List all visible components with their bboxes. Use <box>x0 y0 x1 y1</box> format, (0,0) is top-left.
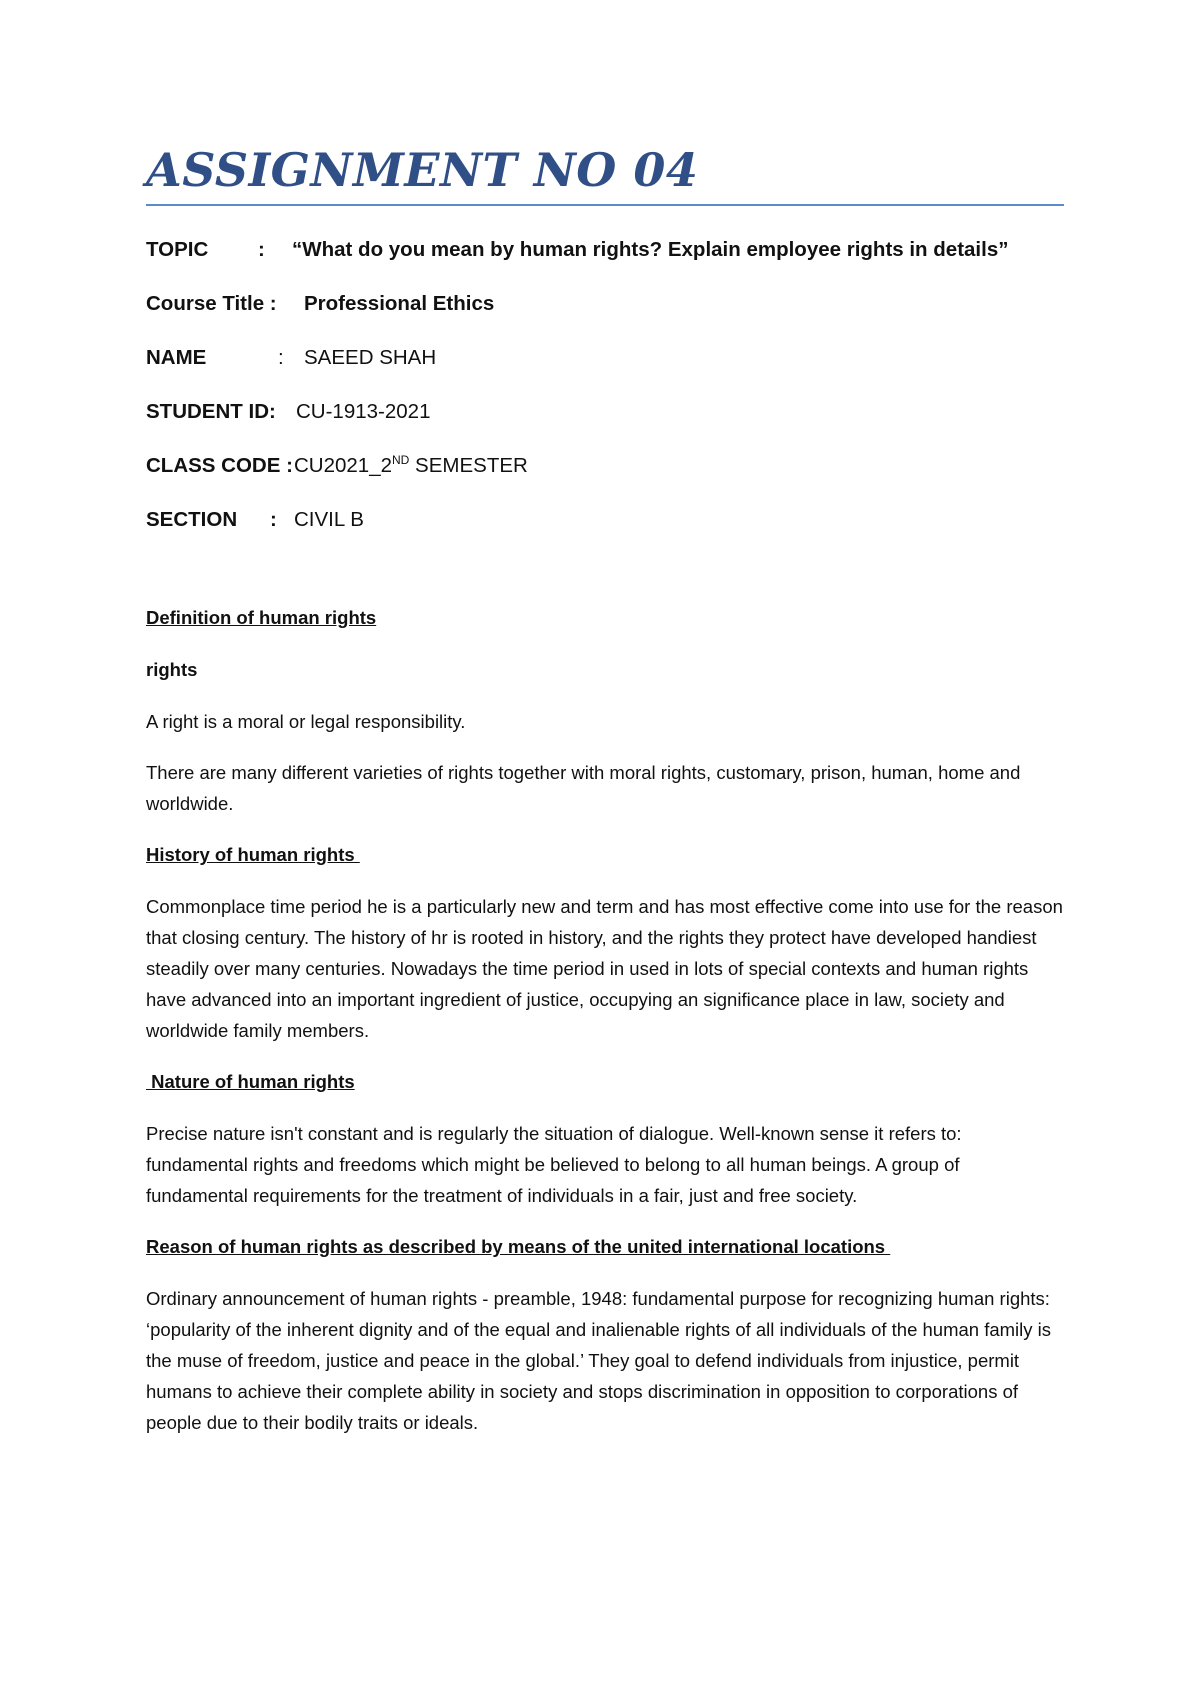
student-id-label: STUDENT ID: <box>146 400 276 423</box>
title-underline-rule <box>146 204 1064 206</box>
history-paragraph: Commonplace time period he is a particularly new and term and has most effective come into use for the reason that closing century. The history of hr is rooted in history, and the rights they protect have developed handiest steadily over many centuries. Nowadays the time period in used in lots of special contexts and human rights have advanced into an important ingredient of justice, occupying an significance place in law, society and worldwide family members. <box>146 896 1063 1041</box>
topic-label: TOPIC <box>146 238 209 261</box>
class-code-row <box>146 452 1064 506</box>
rights-paragraph-1: A right is a moral or legal responsibility. <box>146 711 466 732</box>
course-title-value: Professional Ethics <box>304 292 495 315</box>
definition-heading: Definition of human rights <box>146 607 377 628</box>
class-code-value <box>294 452 528 480</box>
name-value: SAEED SHAH <box>304 346 437 369</box>
name-row <box>146 344 1064 398</box>
document-title: ASSIGNMENT NO 04 <box>146 143 699 197</box>
rights-subheading: rights <box>146 659 198 680</box>
class-code-superscript: ND <box>392 453 410 467</box>
history-heading: History of human rights <box>146 844 360 865</box>
course-title-label: Course Title : <box>146 292 277 315</box>
name-label: NAME <box>146 346 207 369</box>
topic-separator: : <box>258 238 265 261</box>
reason-heading: Reason of human rights as described by means of the united international locations <box>146 1236 891 1257</box>
section-value: CIVIL B <box>294 508 364 531</box>
class-code-prefix: CU2021_2 <box>294 454 393 477</box>
section-row <box>146 506 1064 560</box>
student-id-value: CU-1913-2021 <box>296 400 431 423</box>
topic-row <box>146 236 1064 290</box>
rights-paragraph-2: There are many different varieties of rights together with moral rights, customary, prison, human, home and worldwide. <box>146 762 1021 814</box>
class-code-label: CLASS CODE : <box>146 454 293 477</box>
course-title-row <box>146 290 1064 344</box>
document-body <box>146 602 1064 1438</box>
reason-paragraph: Ordinary announcement of human rights - preamble, 1948: fundamental purpose for recognizing human rights: ‘popularity of the inherent dignity and of the equal and inalienable rights of all individuals of the human family is the muse of freedom, justice and peace in the global.’ They goal to defend individuals from injustice, permit humans to achieve their complete ability in society and stops discrimination in opposition to corporations of people due to their bodily traits or ideals. <box>146 1288 1052 1433</box>
name-separator: : <box>278 346 284 369</box>
nature-paragraph: Precise nature isn't constant and is regularly the situation of dialogue. Well-known sense it refers to: fundamental rights and freedoms which might be believed to belong to all human beings. A group of fundamental requirements for the treatment of individuals in a fair, just and free society. <box>146 1123 962 1206</box>
section-separator: : <box>270 508 277 531</box>
topic-value: “What do you mean by human rights? Explain employee rights in details” <box>292 238 1009 261</box>
student-id-row <box>146 398 1064 452</box>
document-page <box>146 140 1064 1458</box>
assignment-info <box>146 236 1064 560</box>
section-label: SECTION <box>146 508 238 531</box>
class-code-suffix: SEMESTER <box>409 454 528 477</box>
nature-heading: Nature of human rights <box>146 1071 355 1092</box>
